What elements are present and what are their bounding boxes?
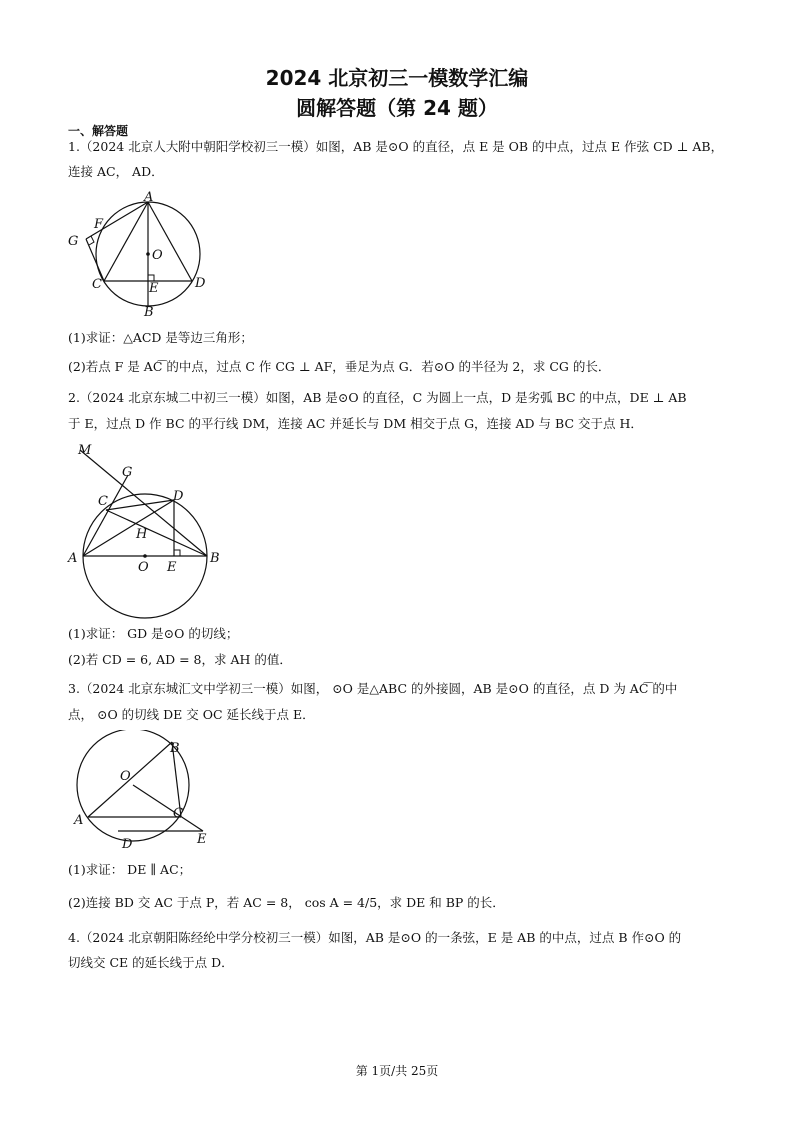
q3-figure (60, 730, 220, 852)
q2-label-a: A (68, 551, 78, 566)
q2-part2: (2)若 CD = 6, AD = 8，求 AH 的值． (68, 652, 292, 667)
q1-label-f: F (94, 217, 104, 232)
q3-label-c: C (173, 806, 183, 821)
q1-label-d: D (195, 276, 206, 291)
q3-stem-line1: 3.（2024 北京东城汇文中学初三一模）如图， ⊙O 是△ABC 的外接圆，AB 是⊙O 的直径，点 D 为 AC͡ 的中 (68, 681, 678, 696)
doc-title: 2024 北京初三一模数学汇编 (265, 66, 529, 90)
q1-part1: (1)求证：△ACD 是等边三角形； (68, 330, 253, 345)
q3-label-o: O (120, 769, 131, 784)
q1-label-g: G (68, 234, 79, 249)
q3-stem-line2: 点， ⊙O 的切线 DE 交 OC 延长线于点 E． (68, 707, 315, 722)
page-footer: 第 1页/共 25页 (355, 1064, 439, 1078)
q1-figure (60, 188, 220, 318)
q2-label-c: C (98, 494, 108, 509)
q3-label-e: E (197, 832, 207, 847)
q3-label-d: D (122, 837, 133, 852)
q2-label-m: M (78, 443, 92, 458)
q2-label-e: E (167, 560, 177, 575)
doc-subtitle: 圆解答题（第 24 题） (296, 96, 498, 120)
q3-label-b: B (170, 741, 180, 756)
q1-label-a: A (144, 190, 154, 205)
q2-stem-line2: 于 E，过点 D 作 BC 的平行线 DM，连接 AC 并延长与 DM 相交于点 G，连接 AD 与 BC 交于点 H． (68, 416, 643, 431)
q1-label-e: E (149, 281, 159, 296)
q1-stem-line1: 1.（2024 北京人大附中朝阳学校初三一模）如图，AB 是⊙O 的直径，点 E 是 OB 的中点，过点 E 作弦 CD ⊥ AB， (68, 139, 724, 154)
q1-label-c: C (92, 277, 102, 292)
q4-stem-line1: 4.（2024 北京朝阳陈经纶中学分校初三一模）如图，AB 是⊙O 的一条弦，E 是 AB 的中点，过点 B 作⊙O 的 (68, 930, 682, 945)
q2-label-b: B (210, 551, 220, 566)
q3-part1: (1)求证： DE ∥ AC； (68, 862, 192, 877)
q2-stem-line1: 2.（2024 北京东城二中初三一模）如图，AB 是⊙O 的直径，C 为圆上一点，D 是劣弧 BC 的中点，DE ⊥ AB (68, 390, 687, 405)
q1-label-o: O (152, 248, 163, 263)
q2-part1: (1)求证： GD 是⊙O 的切线； (68, 626, 239, 641)
q3-part2: (2)连接 BD 交 AC 于点 P，若 AC = 8， cos A = 4/5，求 DE 和 BP 的长． (68, 895, 505, 910)
q2-label-h: H (136, 527, 148, 542)
q2-label-o: O (138, 560, 149, 575)
q2-label-g: G (122, 465, 133, 480)
q1-label-b: B (144, 305, 154, 318)
q4-stem-line2: 切线交 CE 的延长线于点 D． (68, 955, 234, 970)
q3-label-a: A (74, 813, 84, 828)
section-heading: 一、解答题 (68, 124, 129, 138)
q1-stem-line2: 连接 AC， AD． (68, 164, 164, 179)
q1-part2: (2)若点 F 是 AC͡ 的中点，过点 C 作 CG ⊥ AF，垂足为点 G．若⊙O 的半径为 2，求 CG 的长． (68, 359, 611, 374)
q2-label-d: D (173, 489, 184, 504)
q2-figure (60, 438, 230, 620)
